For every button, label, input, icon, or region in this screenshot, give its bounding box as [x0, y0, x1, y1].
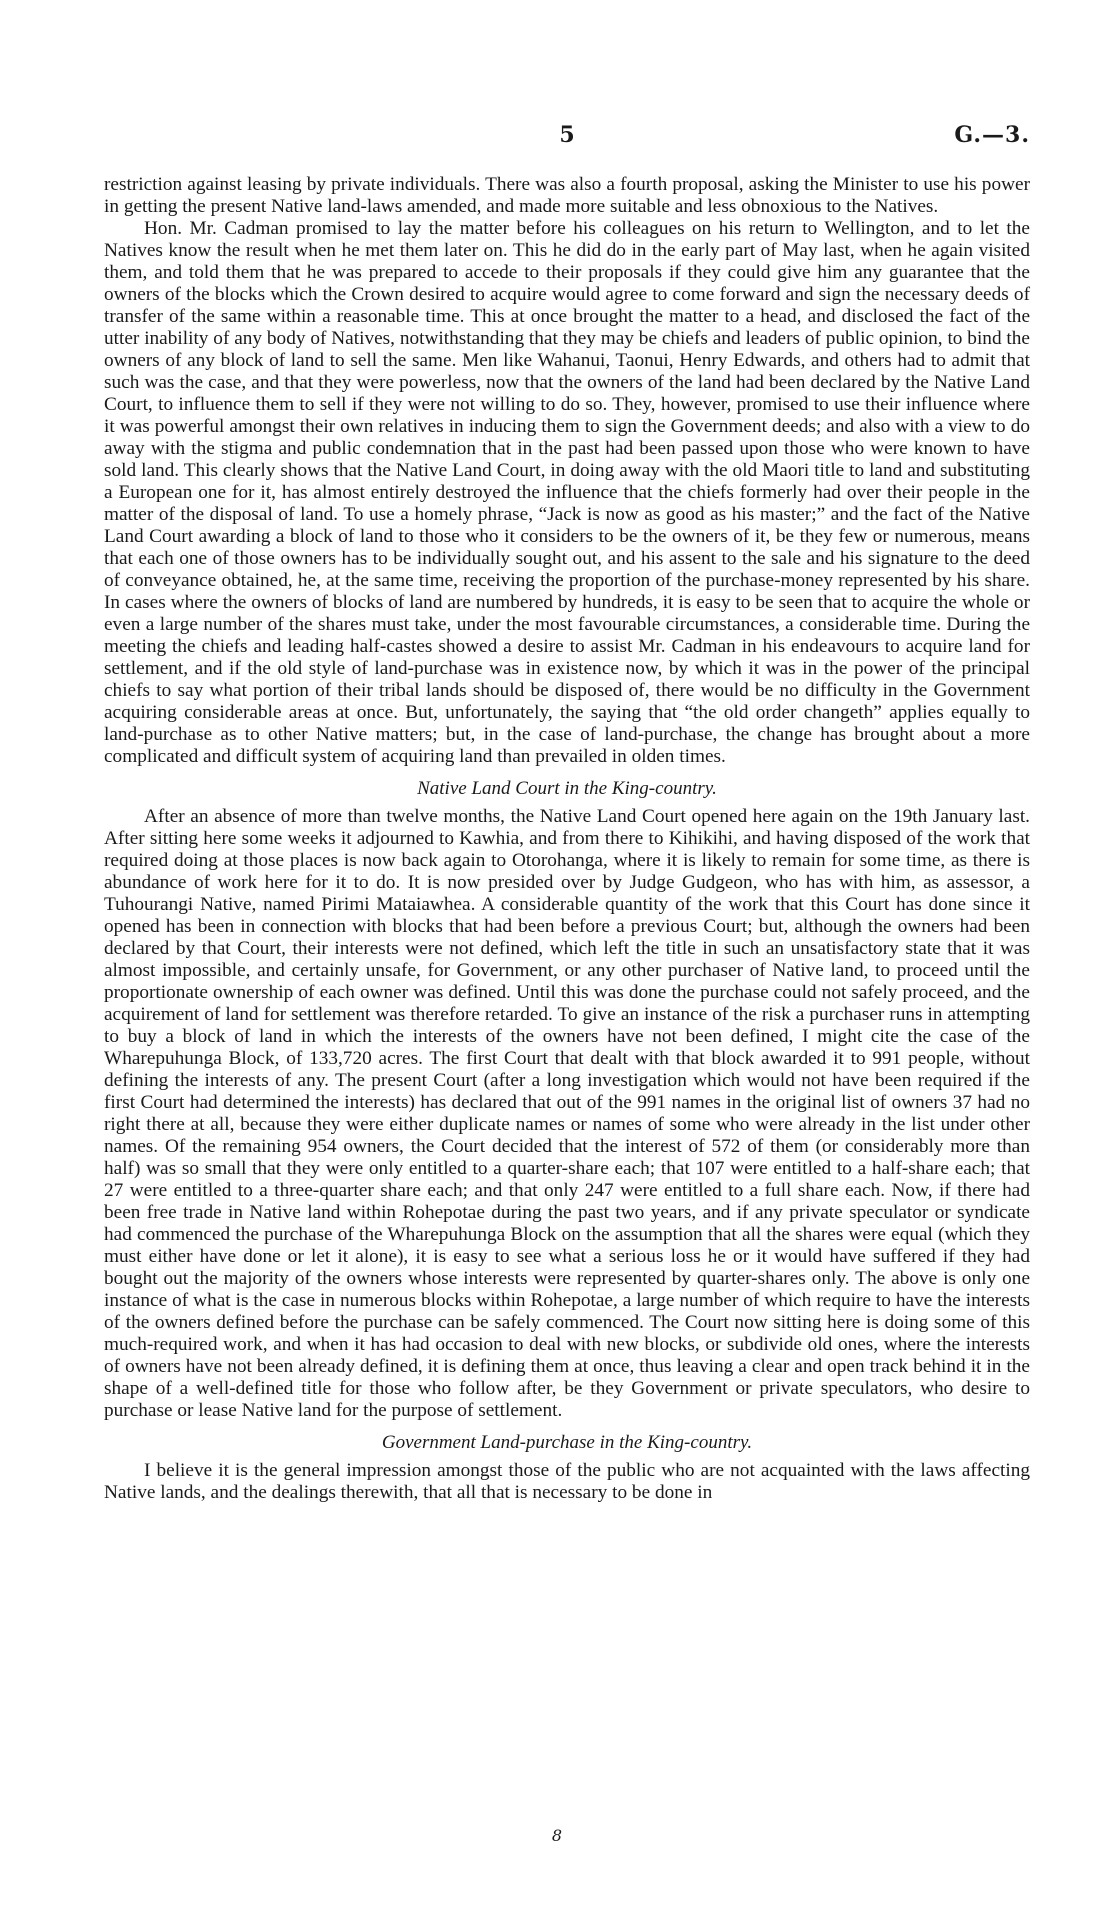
paragraph-cadman: Hon. Mr. Cadman promised to lay the matter before his colleagues on his return to Wellington, and to let the Natives know the result when he met them later on. This he did do in the early part of May last, when he again visited them, and told them that he was prepared to accede to their proposals if they could give him any guarantee that the owners of the blocks which the Crown desired to acquire would agree to come forward and sign the necessary deeds of transfer of the same within a reasonable time. This at once brought the matter to a head, and disclosed the fact of the utter inability of any body of Natives, notwithstanding that they may be chiefs and leaders of public opinion, to bind the owners of any block of land to sell the same. Men like Wahanui, Taonui, Henry Edwards, and others had to admit that such was the case, and that they were powerless, now that the owners of the land had been declared by the Native Land Court, to influence them to sell if they were not willing to do so. They, however, promised to use their influence where it was powerful amongst their own relatives in inducing them to sign the Government deeds; and also with a view to do away with the stigma and public condemnation that in the past had been passed upon those who were known to have sold land. This clearly shows that the Native Land Court, in doing away with the old Maori title to land and substituting a European one for it, has almost entirely destroyed the influence that the chiefs formerly had over their people in the matter of the disposal of land. To use a homely phrase, “Jack is now as good as his master;” and the fact of the Native Land Court awarding a block of land to those who it considers to be the owners of it, be they few or numerous, means that each one of those owners has to be individually sought out, and his assent to the sale and his signature to the deed of conveyance obtained, he, at the same time, receiving the proportion of the purchase-money represented by his share. In cases where the owners of blocks of land are numbered by hundreds, it is easy to be seen that to acquire the whole or even a large number of the shares must take, under the most favourable circumstances, a considerable time. During the meeting the chiefs and leading half-castes showed a desire to assist Mr. Cadman in his endeavours to acquire land for settlement, and if the old style of land-purchase was in existence now, by which it was in the power of the principal chiefs to say what portion of their tribal lands should be disposed of, there would be no difficulty in the Government acquiring considerable areas at once. But, unfortunately, the saying that “the old order changeth” applies equally to land-purchase as to other Native matters; but, in the case of land-purchase, the change has brought about a more complicated and difficult system of acquiring land than prevailed in olden times. [104, 218, 1030, 767]
page-number: 5 [559, 122, 575, 148]
footer-mark: 8 [551, 1826, 563, 1845]
body-text [104, 174, 1030, 1504]
paragraph-continued: restriction against leasing by private individuals. There was also a fourth proposal, asking the Minister to use his power in getting the present Native land-laws amended, and made more suitable and less obnoxious to the Natives. [104, 174, 1030, 217]
section-heading-land-court: Native Land Court in the King-country. [417, 778, 717, 799]
paragraph-land-court: After an absence of more than twelve months, the Native Land Court opened here again on the 19th January last. After sitting here some weeks it adjourned to Kawhia, and from there to Kihikihi, and having disposed of the work that required doing at those places is now back again to Otorohanga, where it is likely to remain for some time, as there is abundance of work here for it to do. It is now presided over by Judge Gudgeon, who has with him, as assessor, a Tuhourangi Native, named Pirimi Mataiawhea. A considerable quantity of the work that this Court has done since it opened has been in connection with blocks that had been before a previous Court; but, although the owners had been declared by that Court, their interests were not defined, which left the title in such an unsatisfactory state that it was almost impossible, and certainly unsafe, for Government, or any other purchaser of Native land, to proceed until the proportionate ownership of each owner was defined. Until this was done the purchase could not safely proceed, and the acquirement of land for settlement was therefore retarded. To give an instance of the risk a purchaser runs in attempting to buy a block of land in which the interests of the owners have not been defined, I might cite the case of the Wharepuhunga Block, of 133,720 acres. The first Court that dealt with that block awarded it to 991 people, without defining the interests of any. The present Court (after a long investigation which would not have been required if the first Court had determined the interests) has declared that out of the 991 names in the original list of owners 37 had no right there at all, because they were either duplicate names or names of some who were already in the list under other names. Of the remaining 954 owners, the Court decided that the interest of 572 of them (or considerably more than half) was so small that they were only entitled to a quarter-share each; that 107 were entitled to a half-share each; that 27 were entitled to a three-quarter share each; and that only 247 were entitled to a full share each. Now, if there had been free trade in Native land within Rohepotae during the past two years, and if any private speculator or syndicate had commenced the purchase of the Wharepuhunga Block on the assumption that all the shares were equal (which they must either have done or let it alone), it is easy to see what a serious loss he or it would have suffered if they had bought out the majority of the owners whose interests were represented by quarter-shares only. The above is only one instance of what is the case in numerous blocks within Rohepotae, a large number of which require to have the interests of the owners defined before the purchase can be safely commenced. The Court now sitting here is doing some of this much-required work, and when it has had occasion to deal with new blocks, or subdivide old ones, where the interests of owners have not been already defined, it is defining them at once, thus leaving a clear and open track behind it in the shape of a well-defined title for those who follow after, be they Government or private speculators, who desire to purchase or lease Native land for the purpose of settlement. [104, 806, 1030, 1421]
paragraph-land-purchase: I believe it is the general impression amongst those of the public who are not acquainted with the laws affecting Native lands, and the dealings therewith, that all that is necessary to be done in [104, 1460, 1030, 1503]
document-reference: G.—3. [954, 122, 1030, 148]
page-header [104, 118, 1030, 152]
section-heading-land-purchase: Government Land-purchase in the King-country. [381, 1432, 753, 1453]
